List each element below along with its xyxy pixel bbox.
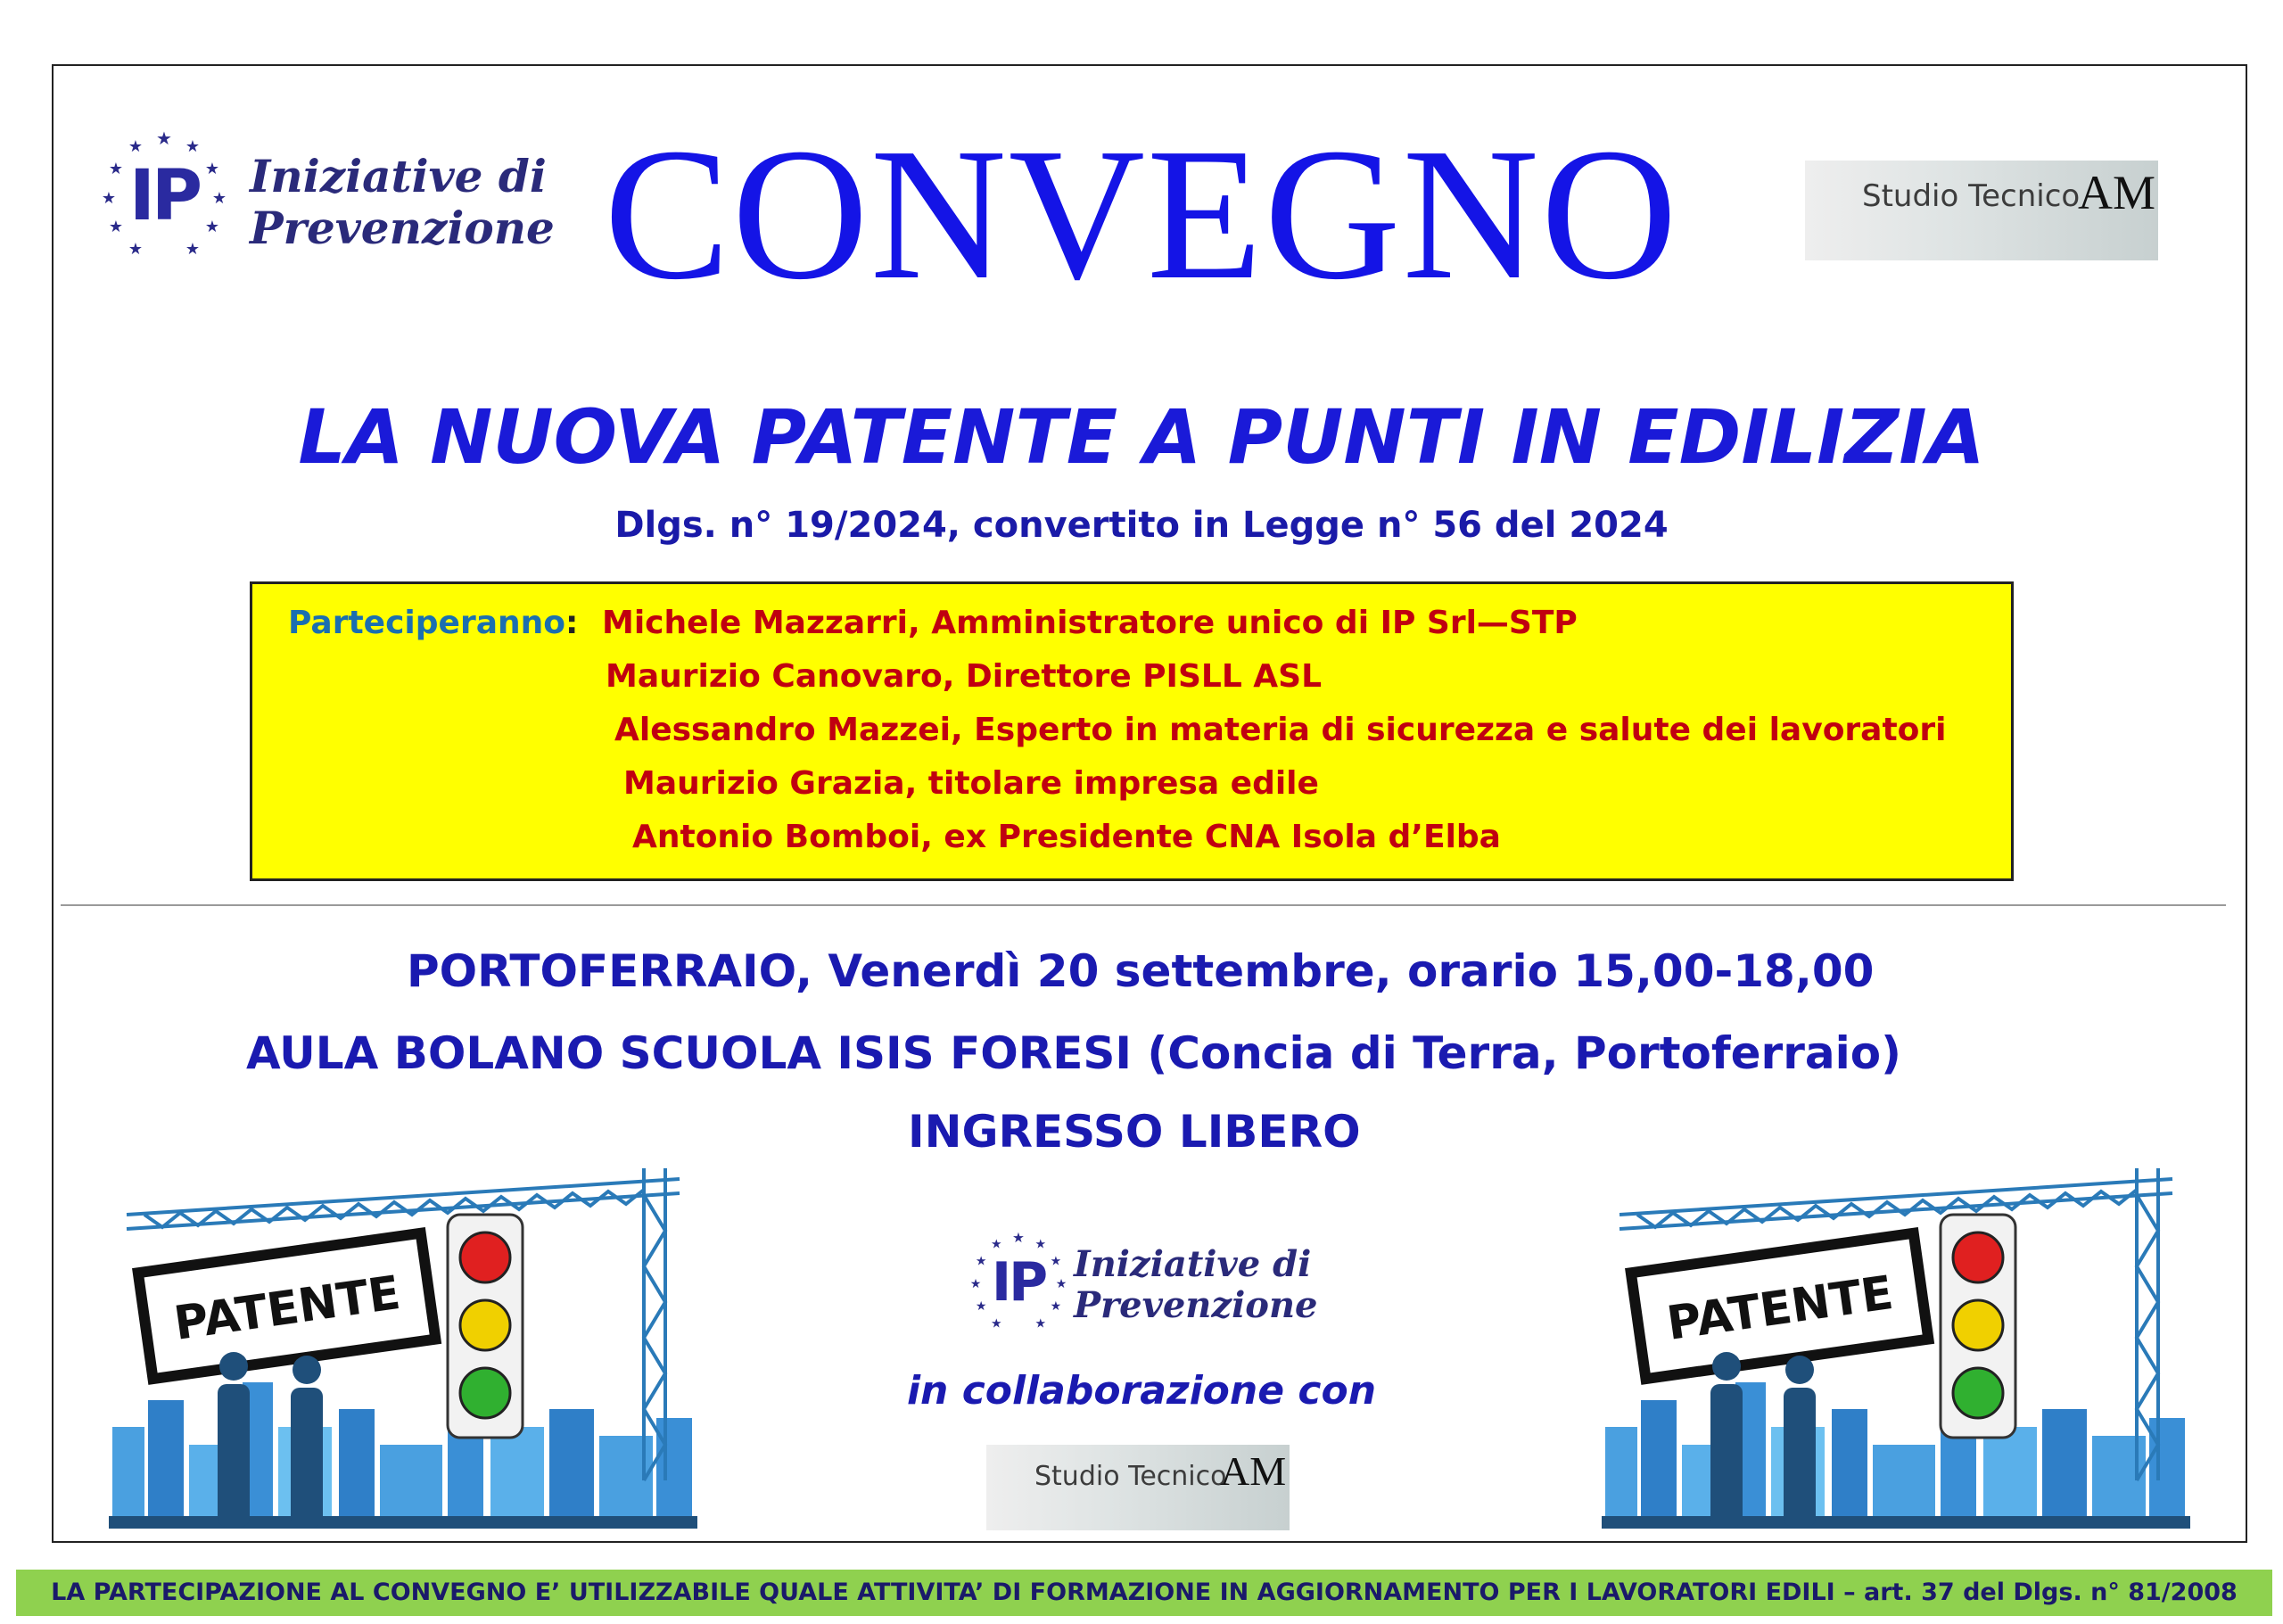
participants-label: Parteciperanno — [288, 605, 565, 641]
svg-text:★: ★ — [204, 160, 220, 177]
ip-mark: IP — [128, 156, 200, 236]
svg-text:★: ★ — [128, 137, 144, 155]
ip-logo-bottom — [963, 1227, 1320, 1338]
svg-text:★: ★ — [101, 189, 117, 207]
svg-text:★: ★ — [975, 1253, 987, 1268]
svg-text:★: ★ — [975, 1298, 987, 1313]
event-law: Dlgs. n° 19/2024, convertito in Legge n° 56 del 2024 — [614, 505, 1669, 546]
svg-text:★: ★ — [1050, 1253, 1062, 1268]
svg-text:★: ★ — [108, 218, 124, 235]
svg-text:★: ★ — [204, 218, 220, 235]
event-where: AULA BOLANO SCUOLA ISIS FORESI (Concia di Terra, Portoferraio) — [246, 1027, 1901, 1079]
svg-text:★: ★ — [990, 1236, 1002, 1251]
ip-logo-line2: Prevenzione — [1074, 1284, 1318, 1326]
svg-text:★: ★ — [1034, 1315, 1047, 1331]
studio-logo-mark: AM — [1220, 1448, 1287, 1494]
patente-sign — [1631, 1233, 1929, 1379]
svg-text:★: ★ — [185, 240, 201, 258]
patente-sign — [138, 1233, 436, 1379]
svg-text:★: ★ — [1034, 1236, 1047, 1251]
participant-1: Michele Mazzarri, Amministratore unico di IP Srl—STP — [602, 605, 1578, 641]
studio-logo-text: Studio Tecnico — [1862, 178, 2081, 214]
footer-banner — [16, 1570, 2272, 1616]
crane-illustration-right — [1602, 1159, 2208, 1534]
divider — [61, 904, 2226, 906]
event-entry: INGRESSO LIBERO — [908, 1106, 1361, 1158]
studio-logo-bottom — [986, 1445, 1290, 1530]
participant-5: Antonio Bomboi, ex Presidente CNA Isola d’Elba — [632, 819, 1501, 855]
svg-text:★: ★ — [156, 129, 172, 149]
svg-text:★: ★ — [128, 240, 144, 258]
ip-mark: IP — [991, 1251, 1046, 1314]
studio-logo-text: Studio Tecnico — [1034, 1461, 1227, 1492]
svg-text:★: ★ — [211, 189, 227, 207]
event-when: PORTOFERRAIO, Venerdì 20 settembre, orario 15,00-18,00 — [407, 945, 1875, 997]
svg-text:★: ★ — [1012, 1231, 1025, 1247]
event-subtitle: LA NUOVA PATENTE A PUNTI IN EDILIZIA — [298, 393, 1985, 481]
svg-text:★: ★ — [108, 160, 124, 177]
patente-sign-text: PATENTE — [170, 1265, 404, 1351]
participant-4: Maurizio Grazia, titolare impresa edile — [623, 765, 1319, 802]
participant-2: Maurizio Canovaro, Direttore PISLL ASL — [606, 658, 1323, 695]
crane-illustration-left — [109, 1159, 715, 1534]
studio-logo-mark: AM — [2078, 166, 2156, 219]
patente-sign-text: PATENTE — [1663, 1265, 1897, 1351]
ip-logo-line2: Prevenzione — [250, 202, 555, 254]
ip-logo-line1: Iniziative di — [1074, 1243, 1312, 1285]
svg-text:★: ★ — [185, 137, 201, 155]
ip-logo-line1: Iniziative di — [250, 150, 547, 202]
svg-text:★: ★ — [1055, 1276, 1067, 1291]
page-title: CONVEGNO — [604, 109, 1679, 318]
participant-3: Alessandro Mazzei, Esperto in materia di sicurezza e salute dei lavoratori — [614, 712, 1947, 748]
collaboration-text: in collaborazione con — [906, 1368, 1377, 1414]
participants-separator: : — [565, 605, 579, 641]
participants-box — [250, 581, 2014, 881]
studio-logo-top — [1805, 161, 2158, 260]
svg-text:★: ★ — [1050, 1298, 1062, 1313]
participants-first-row — [288, 602, 578, 645]
svg-text:★: ★ — [969, 1276, 982, 1291]
footer-note: LA PARTECIPAZIONE AL CONVEGNO E’ UTILIZZABILE QUALE ATTIVITA’ DI FORMAZIONE IN AGGIORNAMENTO PER I LAVORATORI EDILI – art. 37 del Dlgs. n° 81/2008 — [51, 1579, 2238, 1606]
svg-text:★: ★ — [990, 1315, 1002, 1331]
